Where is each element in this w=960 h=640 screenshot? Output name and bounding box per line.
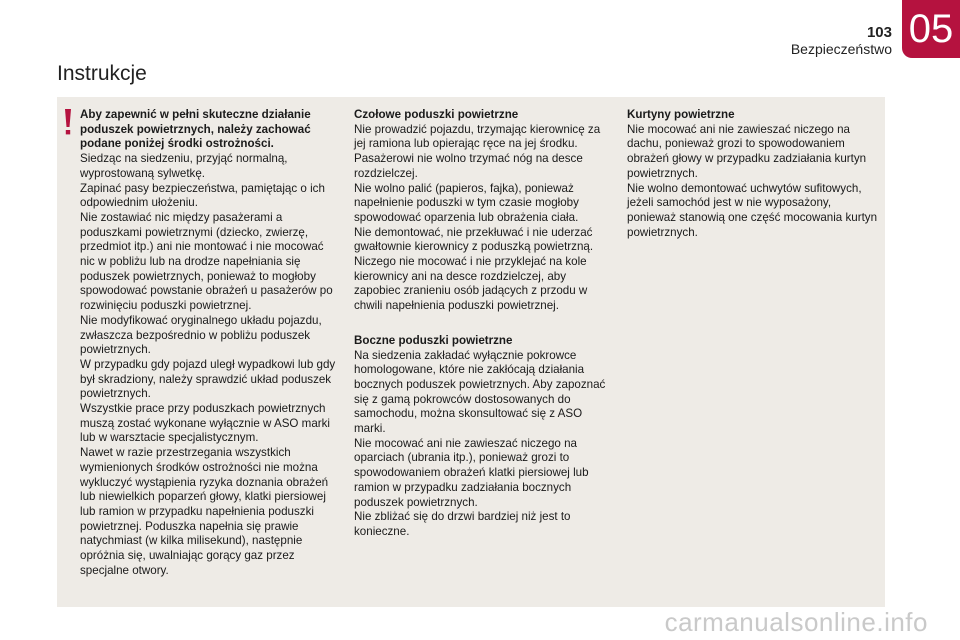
column-curtain-airbags (627, 108, 881, 240)
paragraph: Nie wolno palić (papieros, fajka), ponieważ napełnienie poduszki w tym czasie mogłoby spowodować oparzenia lub obrażenia ciała. (354, 181, 579, 224)
front-airbags-section (354, 108, 610, 314)
precautions-lead: Aby zapewnić w pełni skuteczne działanie poduszek powietrznych, należy zachować podane poniżej środki ostrożności. (80, 108, 311, 151)
paragraph: Nie zbliżać się do drzwi bardziej niż jest to konieczne. (354, 510, 571, 538)
paragraph: Nie zostawiać nic między pasażerami a poduszkami powietrznymi (dziecko, zwierzę, przedmiot itp.) ani nie montować i nie mocować nic w pobliżu lub na drodze napełniania się poduszek powietrznych, ponieważ to mogłoby spowodować powstanie obrażeń u pasażerów po rozwinięciu poduszki powietrznej. (80, 210, 333, 313)
paragraph: Nie mocować ani nie zawieszać niczego na dachu, ponieważ grozi to spowodowaniem obrażeń głowy w przypadku zadziałania kurtyn powietrznych. (627, 122, 867, 180)
paragraph: Nie prowadzić pojazdu, trzymając kierownicę za jej ramiona lub opierając ręce na jej środku. (354, 122, 601, 151)
paragraph: Pasażerowi nie wolno trzymać nóg na desce rozdzielczej. (354, 152, 583, 180)
paragraph: Niczego nie mocować i nie przyklejać na kole kierownicy ani na desce rozdzielczej, aby zapobiec zranieniu osób jadących z przodu w chwili napełnienia poduszki powietrznej. (354, 255, 588, 313)
section-heading: Kurtyny powietrzne (627, 108, 735, 121)
section-heading: Boczne poduszki powietrzne (354, 333, 513, 347)
paragraph: Nie demontować, nie przekłuwać i nie uderzać gwałtownie kierownicy z poduszką powietrzną. (354, 225, 594, 254)
paragraph: Nie mocować ani nie zawieszać niczego na oparciach (ubrania itp.), ponieważ grozi to spowodowaniem obrażeń klatki piersiowej lub ramion w przypadku zadziałania bocznych poduszek powietrznych. (354, 436, 589, 509)
paragraph: Siedząc na siedzeniu, przyjąć normalną, wyprostowaną sylwetkę. (80, 152, 288, 180)
exclamation-icon (59, 107, 77, 137)
page-title: Instrukcje (57, 62, 147, 85)
paragraph: Nie wolno demontować uchwytów sufitowych, jeżeli samochód jest w nie wyposażony, ponieważ stanowią one część mocowania kurtyn powietrznych. (627, 181, 878, 239)
page-number: 103 (866, 24, 892, 41)
paragraph: Zapinać pasy bezpieczeństwa, pamiętając o ich odpowiednim ułożeniu. (80, 181, 325, 210)
paragraph: W przypadku gdy pojazd uległ wypadkowi lub gdy był skradziony, należy sprawdzić układ poduszek powietrznych. (80, 357, 336, 401)
column-general-precautions (80, 108, 340, 579)
chapter-tab: 05 (902, 0, 960, 58)
side-airbags-section (354, 334, 610, 540)
section-heading: Czołowe poduszki powietrzne (354, 108, 519, 121)
paragraph: Nie modyfikować oryginalnego układu pojazdu, zwłaszcza bezpośrednio w pobliżu poduszek powietrznych. (80, 313, 322, 357)
paragraph: Na siedzenia zakładać wyłącznie pokrowce homologowane, które nie zakłócają działania bocznych poduszek powietrznych. Aby zapoznać się z gamą pokrowców dostosowanych do samochodu, można skonsultować się z ASO marki. (354, 348, 606, 436)
paragraph: Wszystkie prace przy poduszkach powietrznych muszą zostać wykonane wyłącznie w ASO marki lub w warsztacie specjalistycznym. (80, 402, 331, 445)
column-front-side-airbags (354, 108, 610, 540)
section-name: Bezpieczeństwo (790, 41, 892, 57)
watermark: carmanualsonline.info (664, 607, 928, 637)
paragraph: Nawet w razie przestrzegania wszystkich wymienionych środków ostrożności nie można wykluczyć wystąpienia ryzyka doznania obrażeń lub niewielkich poparzeń głowy, klatki piersiowej lub ramion w przypadku napełnienia poduszki powietrznej. Poduszka napełnia się prawie natychmiast (w kilka milisekund), następnie opróżnia się, uwalniając gorący gaz przez specjalne otwory. (80, 446, 329, 577)
